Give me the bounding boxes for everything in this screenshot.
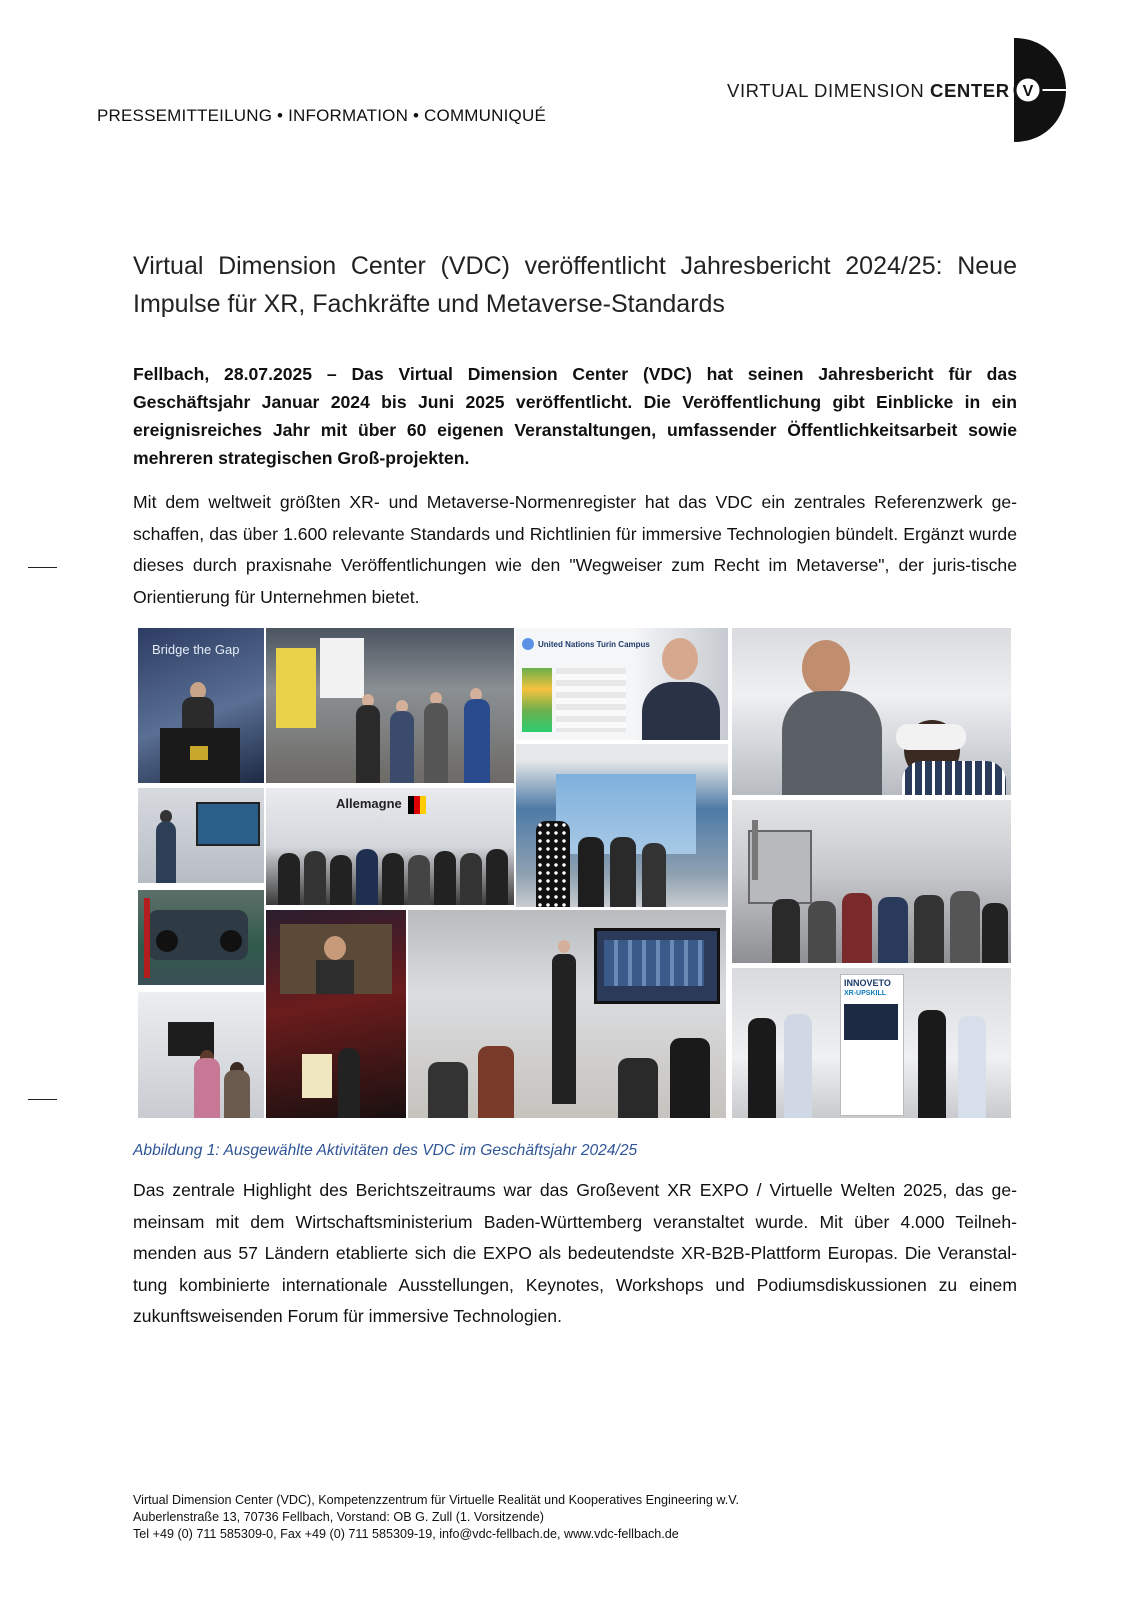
logo-wordmark-regular: VIRTUAL DIMENSION [727, 80, 931, 101]
logo-wordmark-bold: CENTER [930, 80, 1010, 101]
photo-immersive-wall-visit [516, 744, 728, 907]
activities-photo-collage [138, 628, 1011, 1118]
footer-contact: Tel +49 (0) 711 585309-0, Fax +49 (0) 711 585309-19, info@vdc-fellbach.de, www.vdc-fellbach.de [133, 1527, 679, 1541]
article-paragraph-1: Mit dem weltweit größten XR- und Metaverse-Normenregister hat das VDC ein zentrales Referenzwerk ge-schaffen, das über 1.600 relevante Standards und Richtlinien für immersive Technologien bündelt. Ergänzt wurde dieses durch praxisnahe Veröffentlichungen wie den "Wegweiser zum Recht im Metaverse", der juris-tische Orientierung für Unternehmen bietet. [133, 492, 1017, 607]
figure-caption: Abbildung 1: Ausgewählte Aktivitäten des VDC im Geschäftsjahr 2024/25 [133, 1142, 638, 1159]
footer-address: Auberlenstraße 13, 70736 Fellbach, Vorstand: OB G. Zull (1. Vorsitzende) [133, 1510, 544, 1524]
photo-group-allemagne [266, 788, 514, 905]
photo-label-innoveto: INNOVETO [844, 978, 891, 988]
photo-vr-headset-test [732, 628, 1011, 795]
photo-lab-group [732, 800, 1011, 963]
photo-virtual-car-model [138, 890, 264, 985]
document-tagline: PRESSEMITTEILUNG • INFORMATION • COMMUNIQUÉ [97, 106, 546, 125]
footer-organization: Virtual Dimension Center (VDC), Kompetenzzentrum für Virtuelle Realität und Kooperatives Engineering w.V. [133, 1493, 739, 1507]
logo-wordmark [727, 80, 1010, 102]
photo-keynote-stage [266, 910, 406, 1118]
article-paragraph-2: Das zentrale Highlight des Berichtszeitraums war das Großevent XR EXPO / Virtuelle Welten 2025, das ge-meinsam mit dem Wirtschaftsministerium Baden-Württemberg veranstaltet wurde. Mit über 4.000 Teilneh-menden aus 57 Ländern etablierte sich die EXPO als bedeutendste XR-B2B-Plattform Europas. Die Veranstal-tung kombinierte internationale Ausstellungen, Keynotes, Workshops und Podiumsdiskussionen zu einem zukunftsweisenden Forum für immersive Technologien. [133, 1180, 1017, 1326]
photo-innoveto-xr-upskill [732, 968, 1011, 1118]
photo-office-visit [138, 992, 264, 1118]
article-title: Virtual Dimension Center (VDC) veröffentlicht Jahresbericht 2024/25: Neue Impulse für XR, Fachkräfte und Metaverse-Standards [133, 252, 1017, 318]
photo-workshop-room [408, 910, 726, 1118]
article-lead: Fellbach, 28.07.2025 – Das Virtual Dimension Center (VDC) hat seinen Jahresbericht für das Geschäftsjahr Januar 2024 bis Juni 2025 veröffentlicht. Die Veröffentlichung gibt Einblicke in ein ereignisreiches Jahr mit über 60 eigenen Veranstaltungen, umfassender Öffentlichkeitsarbeit sowie mehreren strategischen Groß-projekten. [133, 364, 1017, 468]
photo-label-bridge-gap: Bridge the Gap [152, 642, 240, 657]
photo-label-xr-upskill: XR-UPSKILL [844, 990, 886, 997]
photo-vr-demo-screen [138, 788, 264, 883]
vdc-logo-icon [1010, 38, 1066, 142]
photo-expo-crowd [266, 628, 514, 783]
fold-mark-bottom [28, 1099, 57, 1100]
photo-speaker-podium [138, 628, 264, 783]
photo-un-campus-presentation [516, 628, 728, 740]
photo-label-allemagne: Allemagne [336, 796, 402, 811]
photo-label-un-campus: United Nations Turin Campus [538, 640, 650, 649]
document-footer [133, 1492, 739, 1543]
logo-emblem-letter: V [1022, 83, 1034, 100]
fold-mark-top [28, 567, 57, 568]
